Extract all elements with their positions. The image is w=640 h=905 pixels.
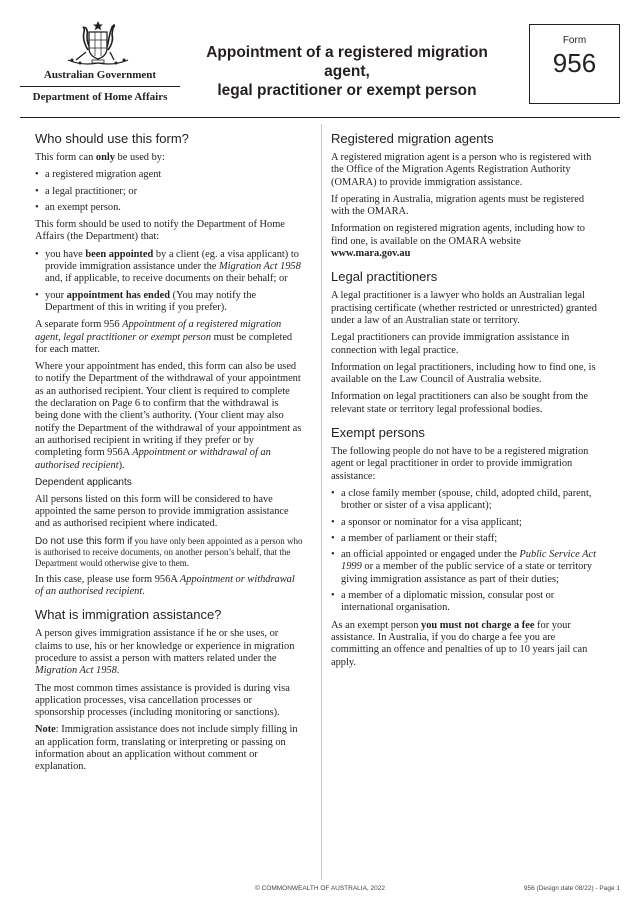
- lp-definition: A legal practitioner is a lawyer who holds an Australian legal practising certificate (whether restricted or unrestricted) granted under a law of an Australian state or territory.: [331, 290, 597, 326]
- note-text: Note: Immigration assistance does not include simply filling in an application form, translating or interpreting or passing on information about an application without comment or explanation.: [35, 724, 298, 773]
- coat-of-arms-logo: [62, 20, 134, 66]
- list-item: • a close family member (spouse, child, adopted child, parent, brother or sister of a visa applicant);: [331, 488, 603, 513]
- lp-assistance: Legal practitioners can provide immigration assistance in connection with legal practice.: [331, 332, 570, 356]
- list-item: • your appointment has ended (You may notify the Department of this in writing if you prefer).: [35, 290, 303, 315]
- no-fee-text: As an exempt person you must not charge a fee for your assistance. In Australia, if you do charge a fee you are committing an offence and penalties of up to 10 years jail can apply.: [331, 619, 588, 668]
- form-956a-text: In this case, please use form 956A Appointment or withdrawal of an authorised recipient.: [35, 573, 295, 598]
- list-item: • a sponsor or nominator for a visa applicant;: [331, 517, 603, 529]
- list-item: • an official appointed or engaged under the Public Service Act 1999 or a member of the public service of a state or territory giving immigration assistance as part of their duties;: [331, 549, 603, 586]
- heading-exempt-persons: Exempt persons: [331, 425, 425, 441]
- form-title: [182, 43, 512, 100]
- left-column: [35, 131, 303, 779]
- notify-text: This form should be used to notify the Department of Home Affairs (the Department) that:: [35, 219, 285, 243]
- form-label: Form: [562, 35, 587, 46]
- notify-list: [35, 249, 303, 314]
- eligible-list: [35, 169, 303, 214]
- dependent-text: All persons listed on this form will be considered to have appointed the same person to provide immigration assistance and as authorised recipient where indicated.: [35, 493, 289, 530]
- heading-legal-practitioners: Legal practitioners: [331, 269, 438, 285]
- heading-registered-agents: Registered migration agents: [331, 131, 494, 146]
- right-column: [331, 131, 603, 674]
- top-rule: [20, 117, 620, 118]
- heading-dependent-applicants: Dependent applicants: [35, 476, 132, 488]
- exempt-list: [331, 488, 603, 615]
- title-line-2: legal practitioner or exempt person: [217, 82, 477, 99]
- department-name: Department of Home Affairs: [32, 91, 168, 103]
- list-item: • a member of parliament or their staff;: [331, 533, 603, 545]
- lp-bodies: Information on legal practitioners can also be sought from the relevant state or territory legal professional bodies.: [331, 391, 589, 415]
- list-item: • an exempt person.: [35, 202, 303, 214]
- do-not-use-text: Do not use this form if you have only been appointed as a person who is authorised to receive documents, on another person’s behalf, that the Department would otherwise give to them.: [35, 535, 303, 568]
- header-divider: [20, 86, 180, 87]
- list-item: • a registered migration agent: [35, 169, 303, 181]
- heading-immigration-assistance: What is immigration assistance?: [35, 607, 222, 623]
- only-used-by-text: This form can only be used by:: [35, 152, 165, 163]
- government-name: Australian Government: [43, 69, 157, 81]
- common-times-text: The most common times assistance is provided is during visa application processes, visa cancellation processes or sponsorship processes (including monitoring or sanctions).: [35, 682, 290, 719]
- rma-definition: A registered migration agent is a person who is registered with the Office of the Migration Agents Registration Authority (OMARA) to provide immigration assistance.: [331, 152, 592, 188]
- page-info: 956 (Design date 08/22) - Page 1: [523, 885, 620, 892]
- separate-form-text: A separate form 956 Appointment of a registered migration agent, legal practitioner or exempt person must be completed for each matter.: [35, 319, 293, 355]
- rma-info: Information on registered migration agents, including how to find one, is available on the OMARA website www.mara.gov.au: [331, 223, 585, 260]
- title-line-1: Appointment of a registered migration agent,: [206, 44, 488, 80]
- assistance-definition: A person gives immigration assistance if he or she uses, or claims to use, his or her knowledge or experience in migration procedure to assist a person with matters related under the Migration Act 1958.: [35, 628, 295, 677]
- form-number: 956: [552, 48, 597, 78]
- list-item: • a member of a diplomatic mission, consular post or international organisation.: [331, 590, 603, 615]
- rma-registration: If operating in Australia, migration agents must be registered with the OMARA.: [331, 193, 585, 218]
- lp-info: Information on legal practitioners, including how to find one, is available on the Law Council of Australia website.: [331, 361, 596, 386]
- list-item: • a legal practitioner; or: [35, 186, 303, 198]
- copyright-notice: © COMMONWEALTH OF AUSTRALIA, 2022: [255, 885, 385, 892]
- list-item: • you have been appointed by a client (eg. a visa applicant) to provide immigration assistance under the Migration Act 1958 and, if applicable, to receive documents on their behalf; or: [35, 249, 303, 286]
- omara-website-link[interactable]: www.mara.gov.au: [331, 248, 411, 260]
- heading-who-should-use: Who should use this form?: [35, 131, 189, 146]
- ep-intro: The following people do not have to be a registered migration agent or legal practitioner in order to provide immigration assistance:: [331, 446, 589, 482]
- appointment-ended-text: Where your appointment has ended, this form can also be used to notify the Department of the withdrawal of your appointment as an authorised recipient. Your client is required to complete the declaration on Page 6 to confirm that the withdrawal is being done with the client’s authority. (Your client may also notify the Department of the withdrawal of your appointment as an authorised recipient in writing if they prefer or by completing form 956A Appointment or withdrawal of an authorised recipient).: [35, 361, 302, 471]
- column-divider: [321, 124, 322, 880]
